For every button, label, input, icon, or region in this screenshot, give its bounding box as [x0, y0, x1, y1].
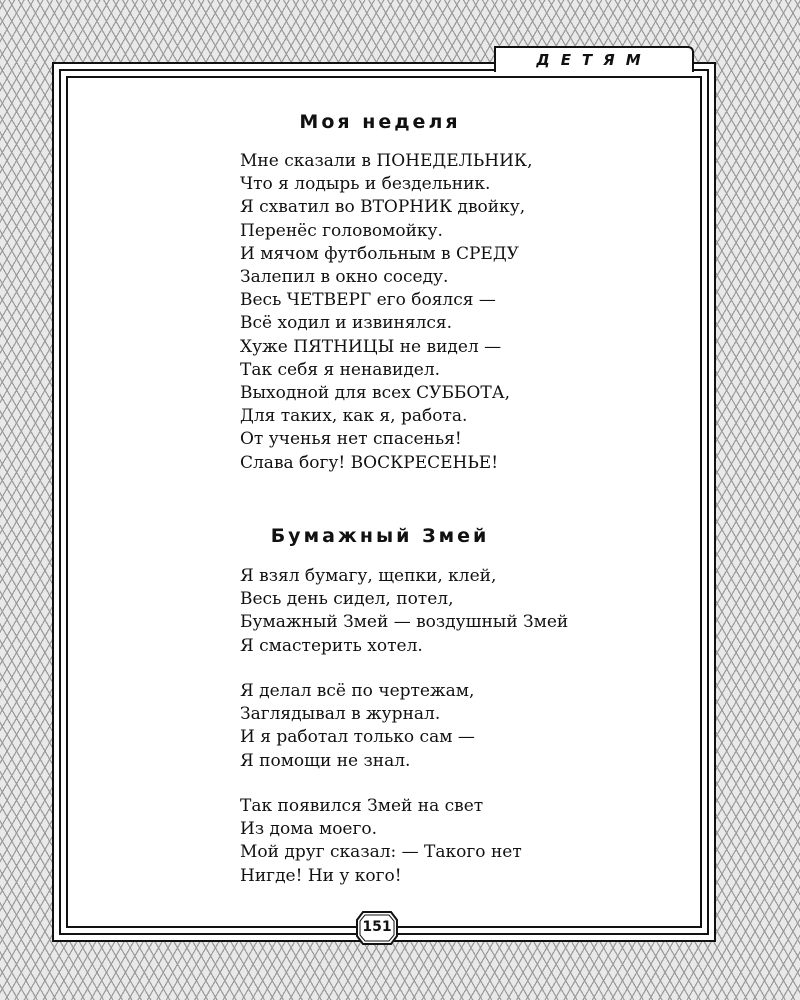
poem-line: Так себя я ненавидел.: [240, 359, 441, 380]
poem-line: Залепил в окно соседу.: [240, 267, 449, 288]
poem-my-week-stanza: [240, 150, 532, 475]
poem-line: Весь день сидел, потел,: [240, 589, 454, 610]
poem-line: Я помощи не знал.: [240, 750, 411, 771]
poem-line: Хуже ПЯТНИЦЫ не видел —: [240, 336, 502, 357]
poem-paper-kite-stanza-3: [240, 795, 522, 888]
section-label: ДЕТЯМ: [536, 51, 652, 69]
page-number-badge: [355, 910, 399, 946]
poem-title-my-week: Моя неделя: [299, 111, 461, 133]
section-tab: [494, 46, 694, 72]
poem-line: Что я лодырь и бездельник.: [240, 174, 491, 195]
poem-line: От ученья нет спасенья!: [240, 429, 462, 450]
poem-line: Из дома моего.: [240, 819, 378, 840]
poem-line: Слава богу! ВОСКРЕСЕНЬЕ!: [240, 452, 499, 473]
poem-line: Для таких, как я, работа.: [240, 406, 468, 427]
poem-title-paper-kite: Бумажный Змей: [270, 525, 490, 547]
poem-line: Я схватил во ВТОРНИК двойку,: [240, 197, 526, 218]
poem-line: И я работал только сам —: [240, 727, 475, 748]
poem-line: Я делал всё по чертежам,: [240, 681, 475, 701]
poem-paper-kite-stanza-2: [240, 680, 475, 773]
poem-paper-kite-stanza-1: [240, 565, 568, 658]
poem-line: Перенёс головомойку.: [240, 220, 443, 241]
poem-line: Выходной для всех СУББОТА,: [240, 383, 510, 404]
poem-line: Мой друг сказал: — Такого нет: [240, 842, 522, 863]
poem-line: И мячом футбольным в СРЕДУ: [240, 243, 519, 264]
poem-line: Мне сказали в ПОНЕДЕЛЬНИК,: [240, 151, 533, 171]
page-number: 151: [362, 919, 392, 935]
poem-line: Я взял бумагу, щепки, клей,: [240, 566, 497, 586]
poem-line: Нигде! Ни у кого!: [240, 865, 402, 886]
poem-line: Заглядывал в журнал.: [240, 704, 441, 725]
poem-line: Так появился Змей на свет: [240, 796, 484, 816]
poem-line: Я смастерить хотел.: [240, 635, 423, 656]
poem-line: Бумажный Змей — воздушный Змей: [240, 612, 569, 633]
poem-line: Всё ходил и извинялся.: [240, 313, 453, 334]
poem-line: Весь ЧЕТВЕРГ его боялся —: [240, 290, 496, 311]
